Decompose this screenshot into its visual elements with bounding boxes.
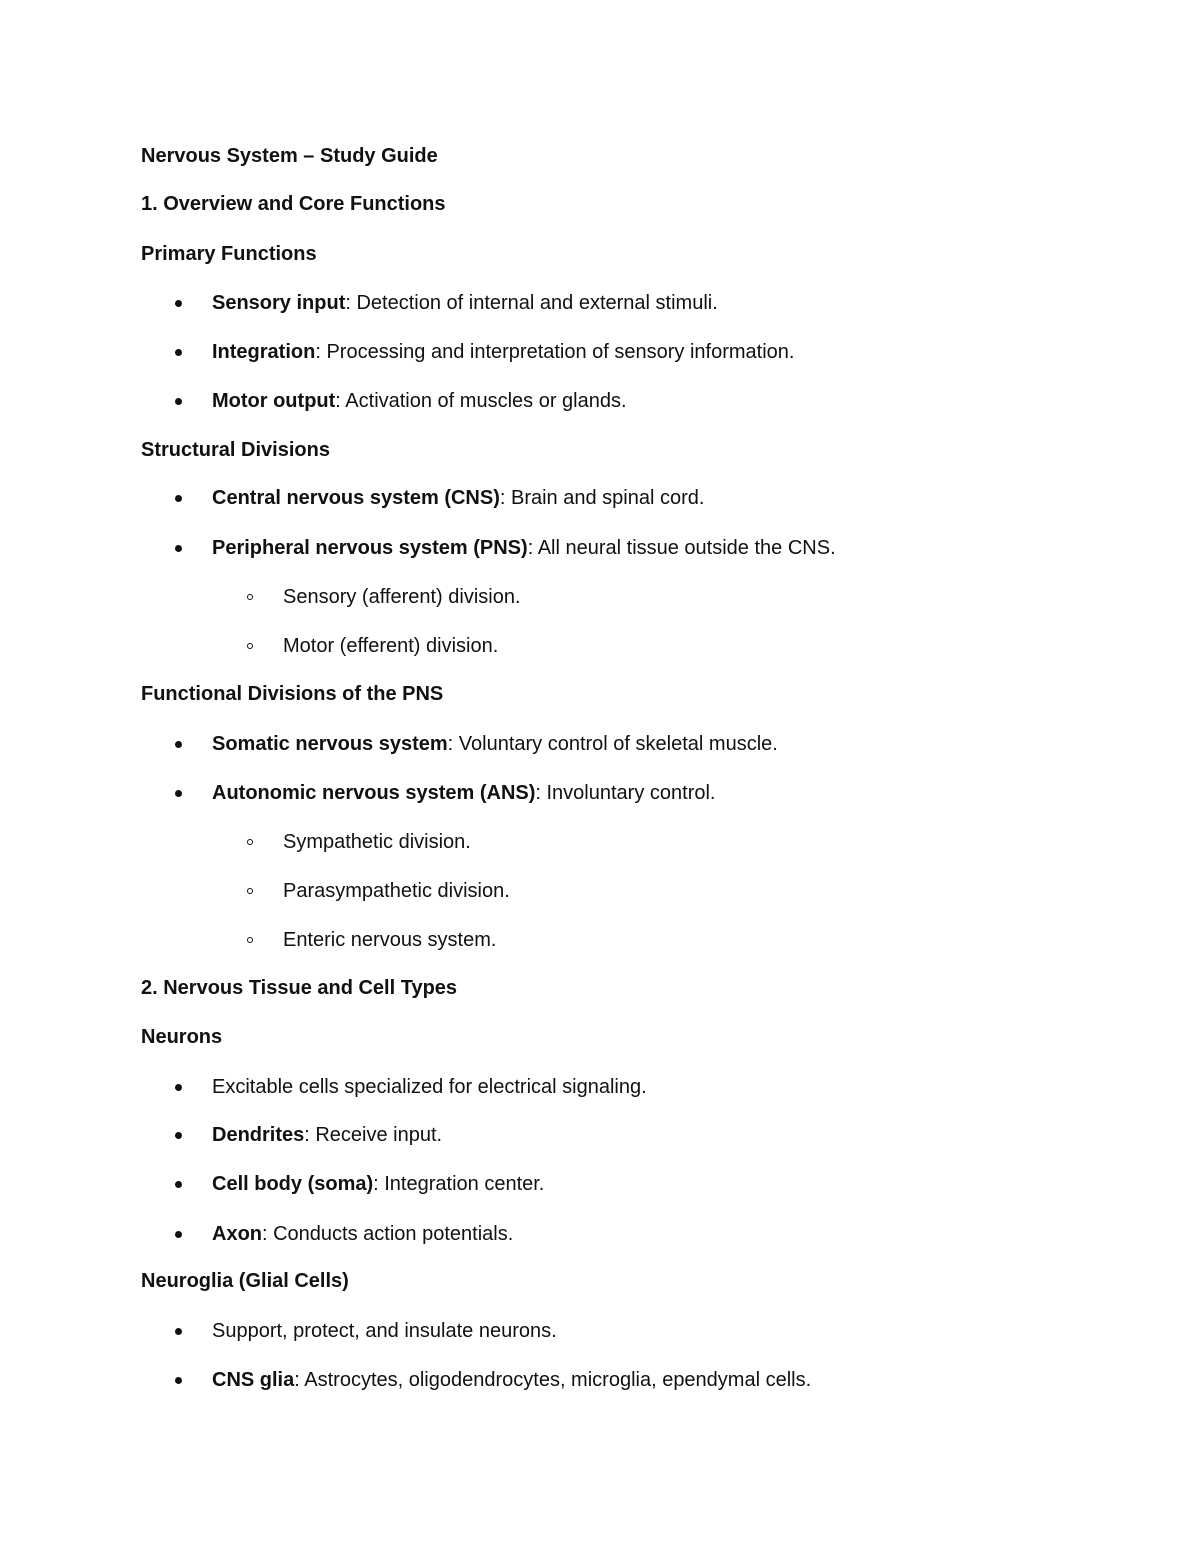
item-text: : Detection of internal and external stimuli.	[345, 292, 718, 314]
list-item	[212, 781, 715, 805]
document-title: Nervous System – Study Guide	[141, 145, 438, 167]
bullet-icon	[175, 1377, 182, 1384]
subsection-heading: Neuroglia (Glial Cells)	[141, 1270, 349, 1292]
list-item	[212, 389, 627, 413]
sub-list-item	[283, 634, 498, 658]
item-term: Sensory input	[212, 292, 346, 314]
sub-list-item	[283, 585, 521, 609]
section-heading: 2. Nervous Tissue and Cell Types	[141, 977, 458, 999]
circle-bullet-icon	[247, 839, 253, 845]
circle-bullet-icon	[247, 594, 253, 600]
bullet-icon	[175, 349, 182, 356]
item-term: Somatic nervous system	[212, 733, 448, 755]
list-item	[212, 291, 718, 315]
item-text: Excitable cells specialized for electrical signaling.	[212, 1076, 647, 1098]
bullet-icon	[175, 495, 182, 502]
list-item	[212, 1222, 513, 1246]
item-text: : All neural tissue outside the CNS.	[527, 537, 836, 559]
subsection-heading: Neurons	[141, 1026, 223, 1048]
subsection-heading: Structural Divisions	[141, 439, 330, 461]
item-text: Support, protect, and insulate neurons.	[212, 1320, 557, 1342]
list-item	[212, 1123, 442, 1147]
list-item	[212, 732, 778, 756]
item-term: Integration	[212, 341, 316, 363]
list-item	[212, 1075, 647, 1099]
list-item	[212, 1368, 811, 1392]
bullet-icon	[175, 545, 182, 552]
sub-item-text: Motor (efferent) division.	[283, 635, 499, 657]
bullet-icon	[175, 1231, 182, 1238]
item-text: : Involuntary control.	[535, 782, 716, 804]
bullet-icon	[175, 790, 182, 797]
bullet-icon	[175, 398, 182, 405]
circle-bullet-icon	[247, 888, 253, 894]
list-item	[212, 1319, 557, 1343]
item-term: Motor output	[212, 390, 336, 412]
sub-item-text: Sympathetic division.	[283, 831, 471, 853]
sub-item-text: Sensory (afferent) division.	[283, 586, 521, 608]
bullet-icon	[175, 1328, 182, 1335]
item-text: : Brain and spinal cord.	[499, 487, 705, 509]
bullet-icon	[175, 741, 182, 748]
sub-list-item	[283, 928, 496, 952]
sub-item-text: Enteric nervous system.	[283, 929, 497, 951]
bullet-icon	[175, 1132, 182, 1139]
item-text: : Integration center.	[373, 1173, 545, 1195]
item-term: Central nervous system (CNS)	[212, 487, 500, 509]
list-item	[212, 340, 794, 364]
item-text: : Processing and interpretation of sensory information.	[315, 341, 795, 363]
circle-bullet-icon	[247, 937, 253, 943]
item-text: : Activation of muscles or glands.	[335, 390, 627, 412]
sub-list-item	[283, 879, 510, 903]
item-term: CNS glia	[212, 1369, 295, 1391]
item-text: : Conducts action potentials.	[262, 1223, 514, 1245]
item-term: Cell body (soma)	[212, 1173, 374, 1195]
list-item	[212, 486, 704, 510]
circle-bullet-icon	[247, 643, 253, 649]
subsection-heading: Primary Functions	[141, 243, 317, 265]
item-term: Axon	[212, 1223, 262, 1245]
item-term: Autonomic nervous system (ANS)	[212, 782, 536, 804]
list-item	[212, 1172, 544, 1196]
list-item	[212, 536, 836, 560]
item-term: Dendrites	[212, 1124, 305, 1146]
sub-list-item	[283, 830, 471, 854]
bullet-icon	[175, 1084, 182, 1091]
sub-item-text: Parasympathetic division.	[283, 880, 510, 902]
item-term: Peripheral nervous system (PNS)	[212, 537, 528, 559]
item-text: : Voluntary control of skeletal muscle.	[447, 733, 778, 755]
bullet-icon	[175, 1181, 182, 1188]
section-heading: 1. Overview and Core Functions	[141, 193, 446, 215]
item-text: : Astrocytes, oligodendrocytes, microglia, ependymal cells.	[294, 1369, 812, 1391]
item-text: : Receive input.	[304, 1124, 443, 1146]
subsection-heading: Functional Divisions of the PNS	[141, 683, 444, 705]
bullet-icon	[175, 300, 182, 307]
